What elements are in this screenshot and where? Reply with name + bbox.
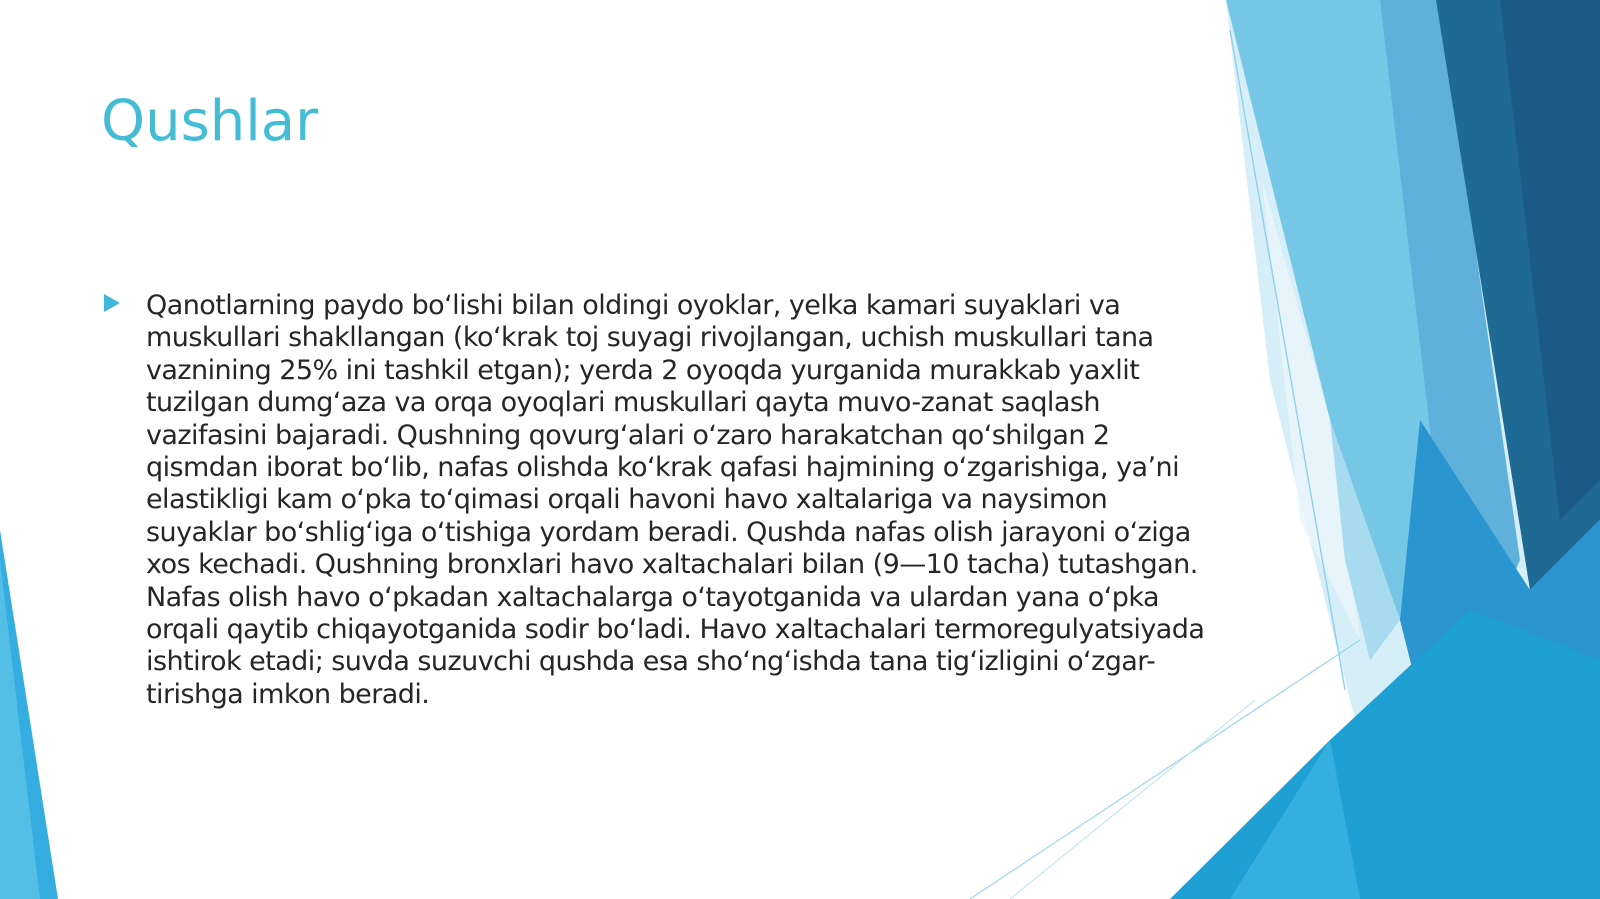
bullet-item (101, 290, 1211, 711)
slide-content (101, 290, 1211, 711)
triangle-bullet-icon (103, 293, 121, 313)
slide-title: Qushlar (101, 89, 319, 154)
bullet-text: Qanotlarning paydo boʻlishi bilan oldingi oyoklar, yelka kamari suyaklari va muskullari shakllangan (koʻkrak toj suyagi rivojlangan, uchish muskullari tana vaznining 25% ini tashkil etgan); yerda 2 oyoqda yurganida murakkab yaxlit tuzilgan dumgʻaza va orqa oyoqlari muskullari qayta muvo-zanat saqlash vazifasini bajaradi. Qushning qovurgʻalari oʻzaro harakatchan qoʻshilgan 2 qismdan iborat boʻlib, nafas olishda koʻkrak qafasi hajmining oʻzgarishiga, yaʼni elastikligi kam oʻpka toʻqimasi orqali havoni havo xaltalariga va naysimon suyaklar boʻshligʻiga oʻtishiga yordam beradi. Qushda nafas olish jarayoni oʻziga xos kechadi. Qushning bronxlari havo xaltachalari bilan (9—10 tacha) tutashgan. Nafas olish havo oʻpkadan xaltachalarga oʻtayotganida va ulardan yana oʻpka orqali qaytib chiqayotganida sodir boʻladi. Havo xaltachalari termoregulyatsiyada ishtirok etadi; suvda suzuvchi qushda esa shoʻngʻishda tana tigʻizligini oʻzgar-tirishga imkon beradi. (146, 290, 1205, 710)
